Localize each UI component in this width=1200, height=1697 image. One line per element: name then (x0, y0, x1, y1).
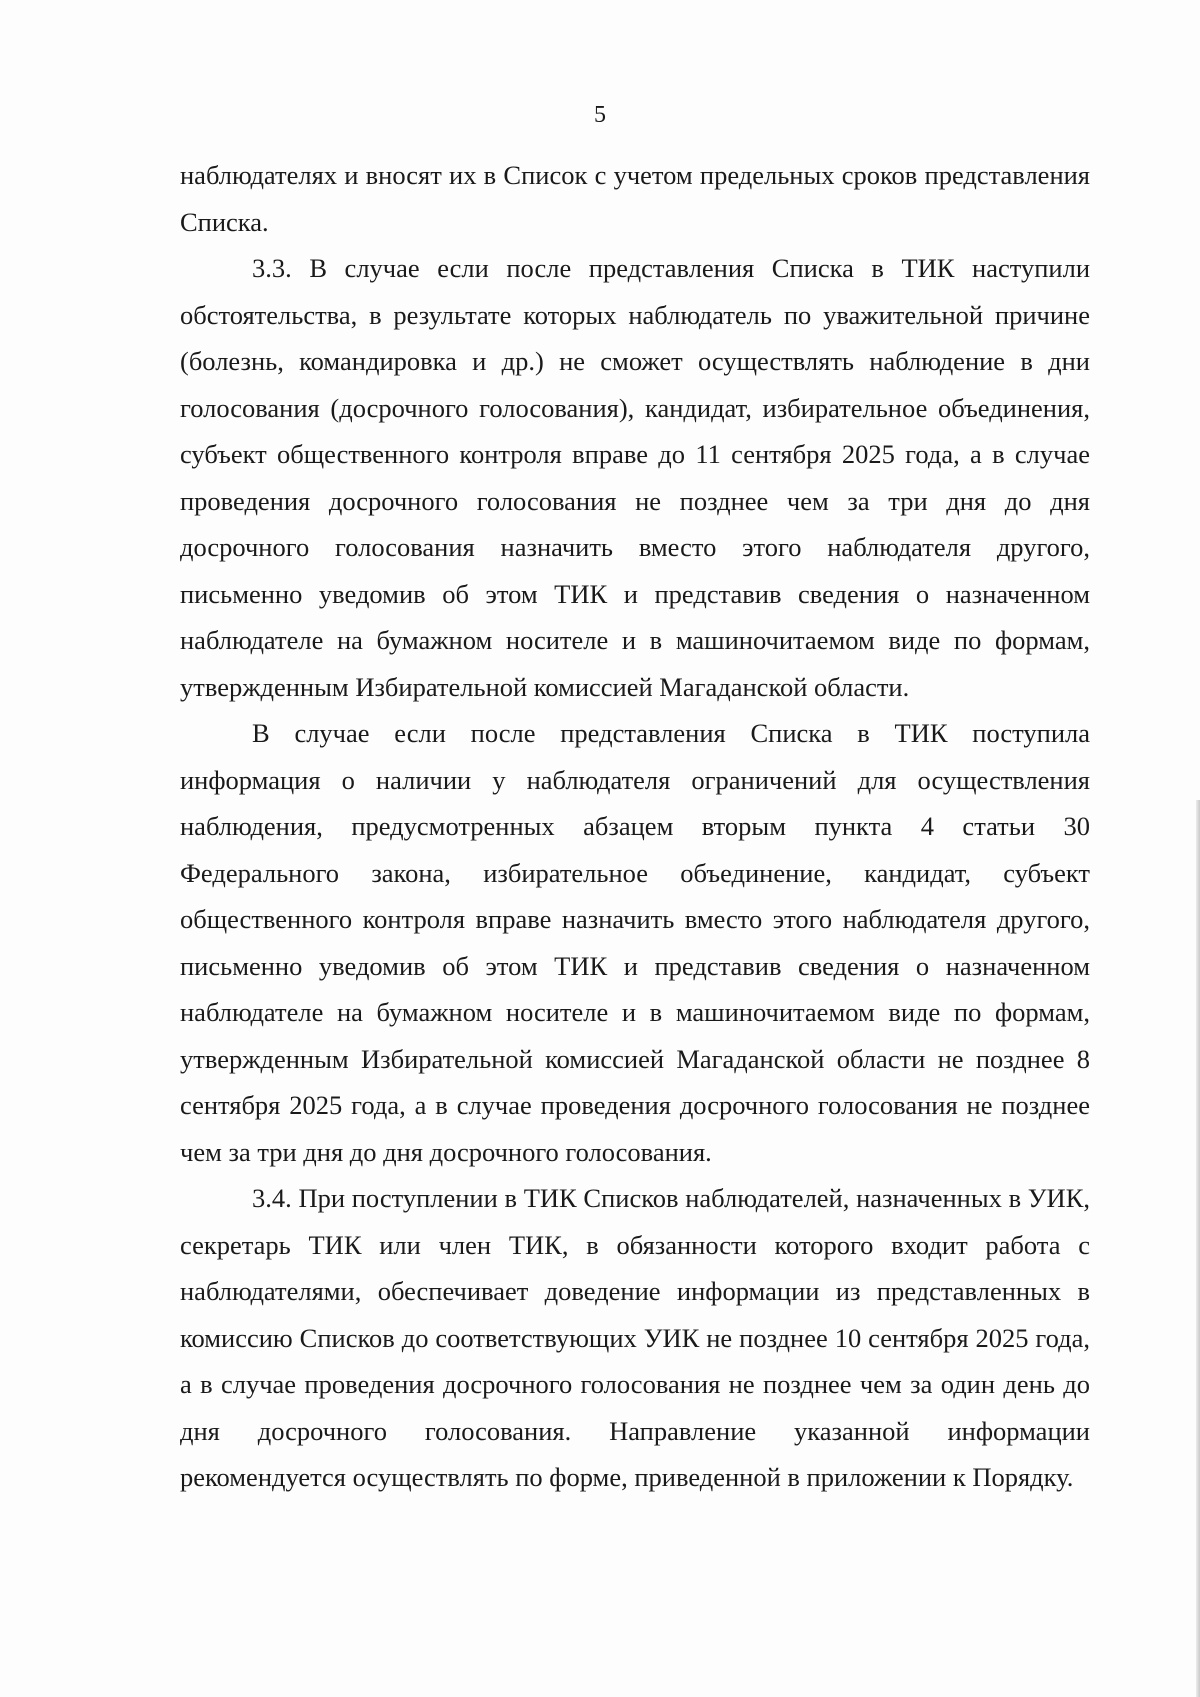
scan-edge-artifact (1196, 800, 1200, 1697)
document-body (180, 152, 1090, 1501)
page-number: 5 (594, 102, 606, 128)
paragraph-observer-restrictions: В случае если после представления Списка в ТИК поступила информация о наличии у наблюдателя ограничений для осуществления наблюдения, предусмотренных абзацем вторым пункта 4 статьи 30 Федерального закона, избирательное объединение, кандидат, субъект общественного контроля вправе назначить вместо этого наблюдателя другого, письменно уведомив об этом ТИК и представив сведения о назначенном наблюдателе на бумажном носителе и в машиночитаемом виде по формам, утвержденным Избирательной комиссией Магаданской области не позднее 8 сентября 2025 года, а в случае проведения досрочного голосования не позднее чем за три дня до дня досрочного голосования. (180, 718, 1090, 1167)
paragraph-3-3: 3.3. В случае если после представления Списка в ТИК наступили обстоятельства, в результате которых наблюдатель по уважительной причине (болезнь, командировка и др.) не сможет осуществлять наблюдение в дни голосования (досрочного голосования), кандидат, избирательное объединения, субъект общественного контроля вправе до 11 сентября 2025 года, а в случае проведения досрочного голосования не позднее чем за три дня до дня досрочного голосования назначить вместо этого наблюдателя другого, письменно уведомив об этом ТИК и представив сведения о назначенном наблюдателе на бумажном носителе и в машиночитаемом виде по формам, утвержденным Избирательной комиссией Магаданской области. (180, 253, 1090, 702)
paragraph-continuation: наблюдателях и вносят их в Список с учетом предельных сроков представления Списка. (180, 160, 1090, 237)
paragraph-3-4: 3.4. При поступлении в ТИК Списков наблюдателей, назначенных в УИК, секретарь ТИК или член ТИК, в обязанности которого входит работа с наблюдателями, обеспечивает доведение информации из представленных в комиссию Списков до соответствующих УИК не позднее 10 сентября 2025 года, а в случае проведения досрочного голосования не позднее чем за один день до дня досрочного голосования. Направление указанной информации рекомендуется осуществлять по форме, приведенной в приложении к Порядку. (180, 1183, 1090, 1492)
